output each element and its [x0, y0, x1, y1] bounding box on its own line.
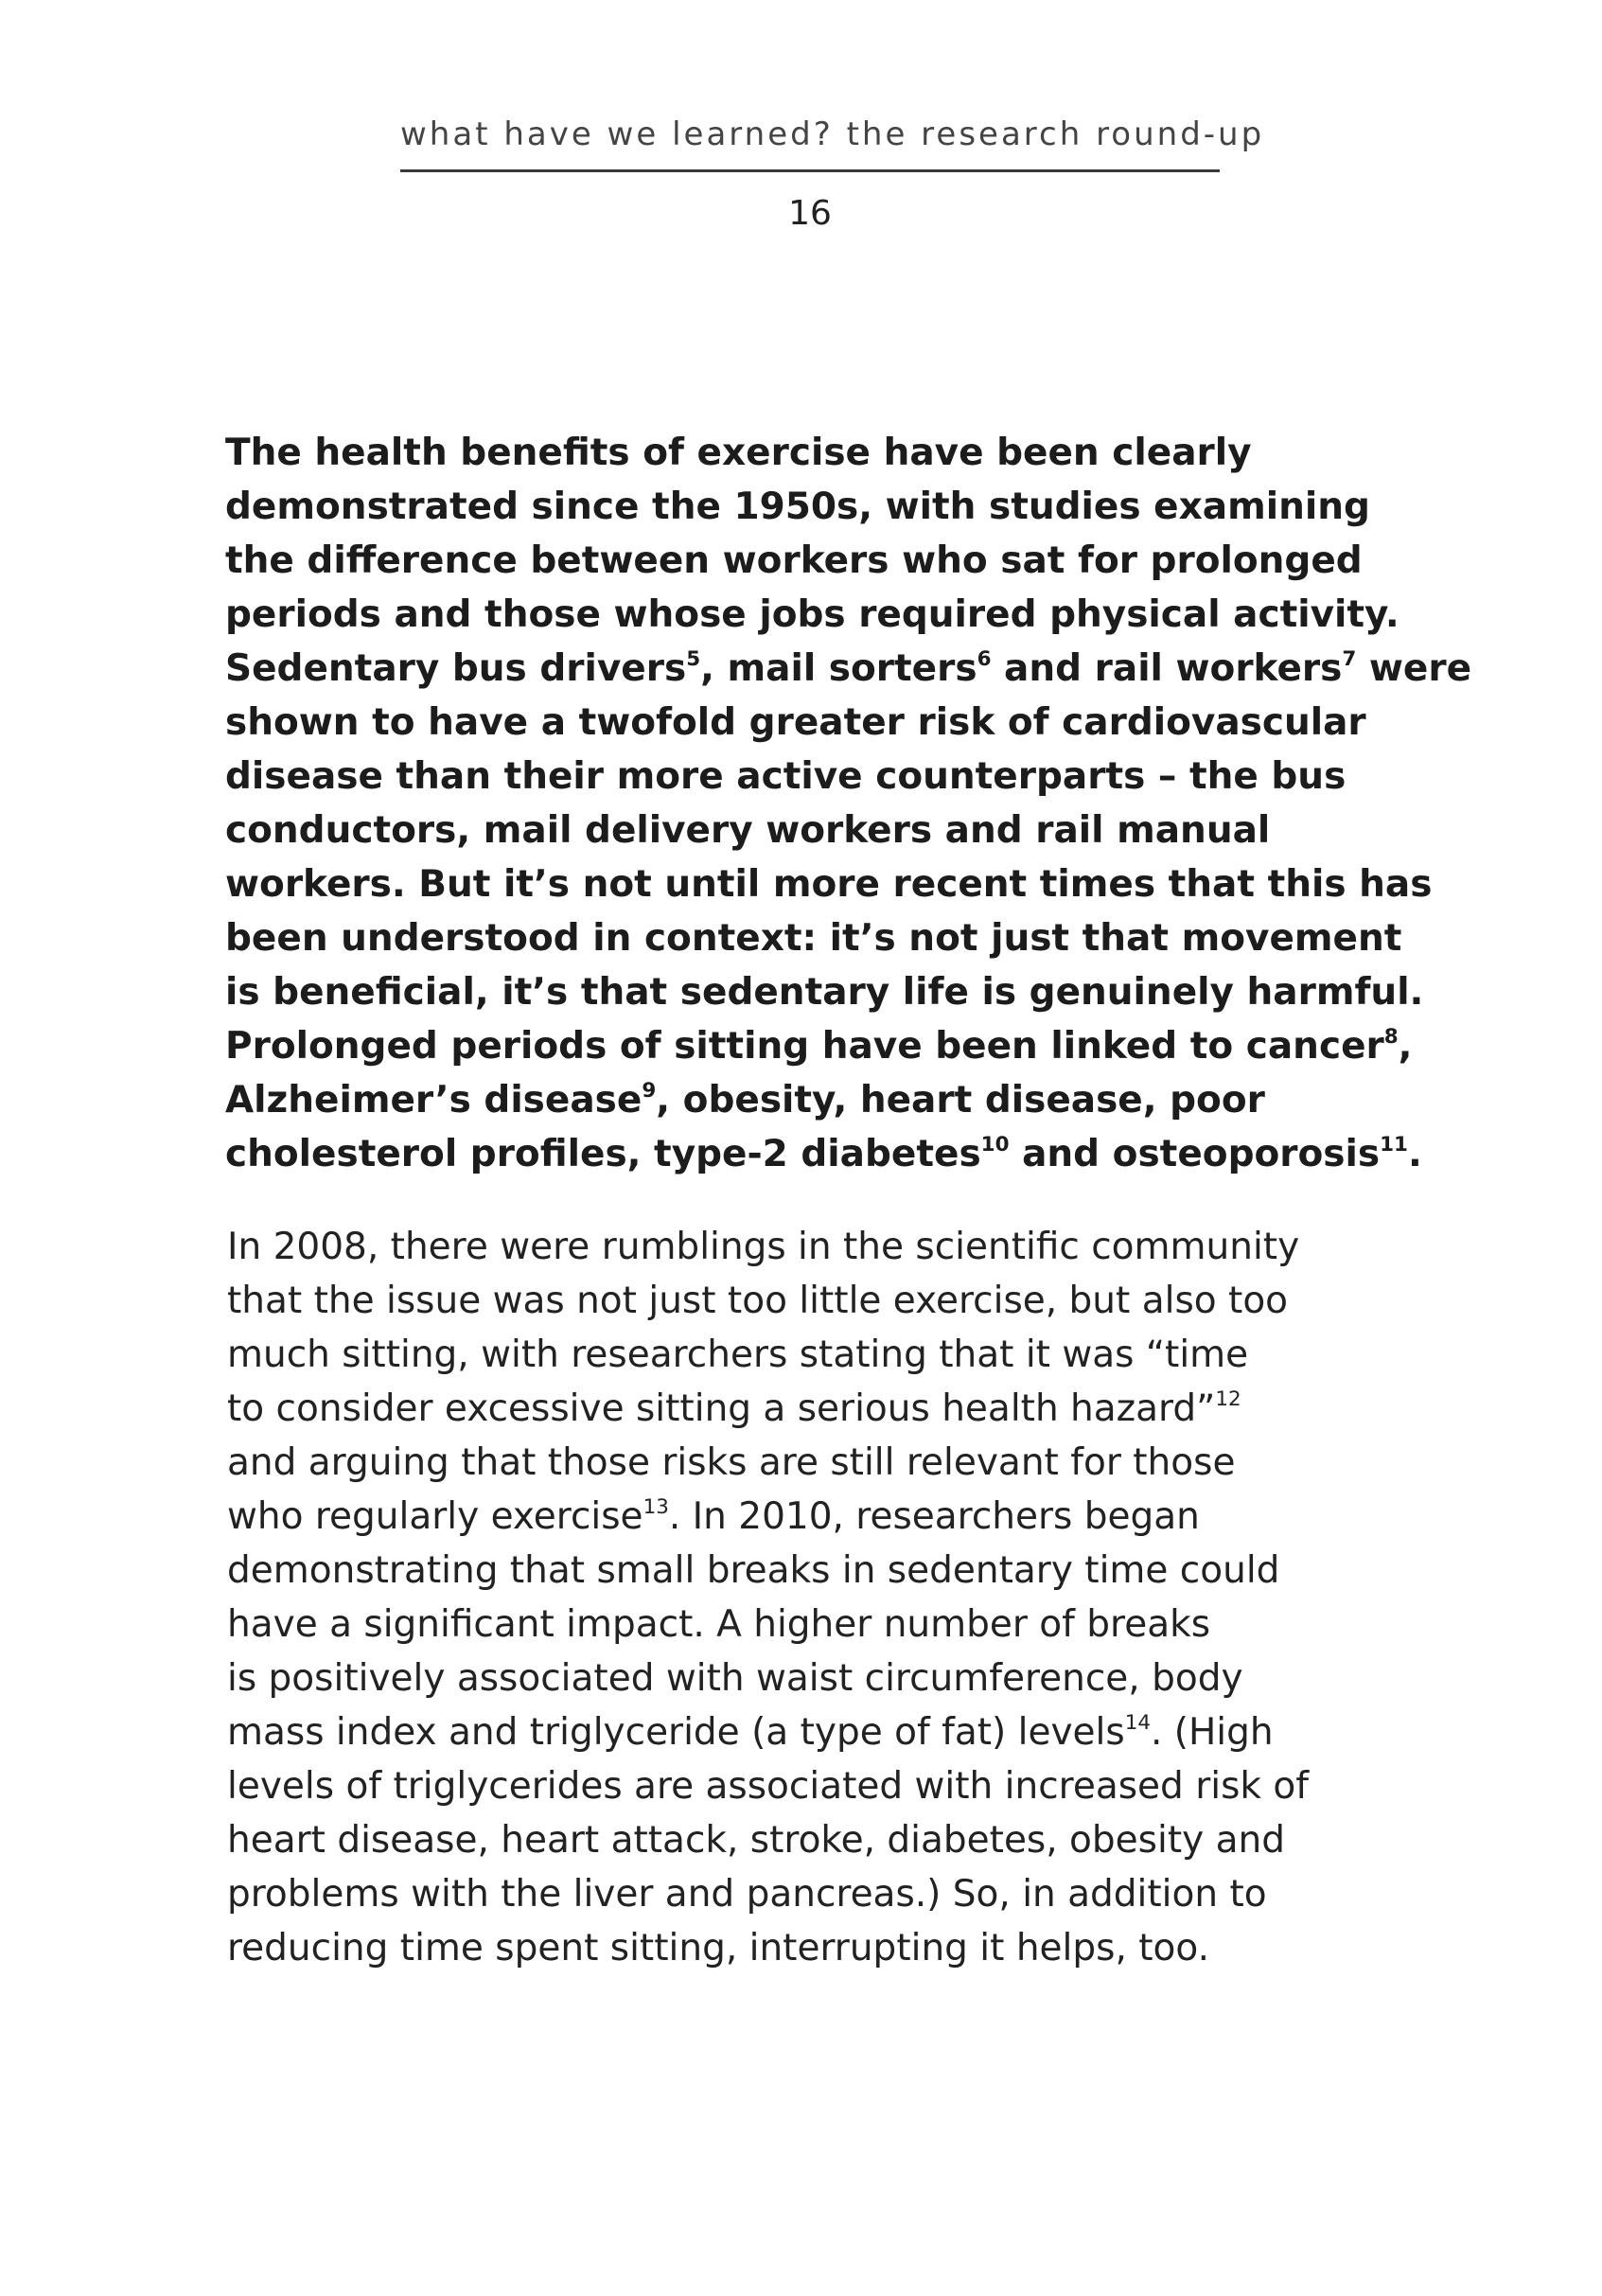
text-run: . (High: [1150, 1711, 1274, 1754]
text-run: The health benefits of exercise have been clearly: [225, 432, 1252, 474]
body-paragraph: [227, 1220, 1419, 1975]
text-run: mass index and triglyceride (a type of fat) levels: [227, 1711, 1125, 1754]
text-run: and osteoporosis: [1009, 1133, 1381, 1175]
text-run: been understood in context: it’s not just that movement: [225, 917, 1402, 960]
text-run: , mail sorters: [700, 647, 977, 690]
reference-superscript: 5: [686, 646, 701, 671]
text-line: [225, 1073, 1417, 1127]
text-run: demonstrated since the 1950s, with studies examining: [225, 486, 1370, 528]
text-line: [227, 1382, 1419, 1436]
text-run: shown to have a twofold greater risk of cardiovascular: [225, 701, 1366, 744]
text-run: heart disease, heart attack, stroke, diabetes, obesity and: [227, 1819, 1285, 1862]
text-line: [227, 1813, 1419, 1867]
text-run: cholesterol profiles, type-2 diabetes: [225, 1133, 981, 1175]
text-run: who regularly exercise: [227, 1495, 643, 1538]
text-line: [225, 642, 1472, 696]
text-run: the difference between workers who sat for prolonged: [225, 539, 1363, 582]
text-run: much sitting, with researchers stating that it was “time: [227, 1333, 1249, 1376]
text-run: .: [1407, 1133, 1422, 1175]
text-line: [225, 426, 1417, 480]
text-run: Prolonged periods of sitting have been linked to cancer: [225, 1025, 1384, 1068]
text-line: [227, 1490, 1419, 1544]
page-header: [400, 115, 1265, 233]
text-run: . In 2010, researchers began: [668, 1495, 1200, 1538]
reference-superscript: 13: [643, 1494, 669, 1519]
reference-superscript: 11: [1380, 1132, 1408, 1157]
text-line: [225, 1019, 1417, 1073]
text-run: is beneficial, it’s that sedentary life is genuinely harmful.: [225, 971, 1424, 1014]
text-run: have a significant impact. A higher number of breaks: [227, 1603, 1211, 1646]
text-run: and rail workers: [991, 647, 1343, 690]
text-line: [227, 1759, 1419, 1813]
text-run: were: [1356, 647, 1472, 690]
text-run: Alzheimer’s disease: [225, 1079, 643, 1122]
text-run: conductors, mail delivery workers and rail manual: [225, 809, 1271, 852]
text-run: levels of triglycerides are associated with increased risk of: [227, 1765, 1309, 1808]
text-run: , obesity, heart disease, poor: [656, 1079, 1265, 1122]
text-line: [227, 1544, 1419, 1598]
text-line: [225, 1127, 1422, 1181]
reference-superscript: 8: [1383, 1024, 1399, 1049]
text-line: [227, 1705, 1419, 1759]
text-line: [227, 1651, 1419, 1705]
text-line: [225, 696, 1417, 750]
header-rule: [400, 169, 1220, 172]
text-run: reducing time spent sitting, interrupting it helps, too.: [227, 1927, 1209, 1969]
text-line: [225, 857, 1433, 911]
running-head: what have we learned? the research round-up: [400, 115, 1265, 153]
text-line: [227, 1274, 1419, 1328]
text-line: [225, 965, 1424, 1019]
text-line: [225, 804, 1417, 857]
reference-superscript: 14: [1124, 1710, 1151, 1735]
text-run: periods and those whose jobs required physical activity.: [225, 593, 1400, 636]
text-line: [227, 1220, 1419, 1274]
text-run: that the issue was not just too little exercise, but also too: [227, 1280, 1289, 1322]
text-line: [227, 1328, 1419, 1382]
text-line: [227, 1436, 1419, 1490]
text-run: disease than their more active counterparts – the bus: [225, 755, 1347, 798]
text-run: In 2008, there were rumblings in the scientific community: [227, 1226, 1300, 1268]
text-line: [225, 911, 1417, 965]
text-run: ,: [1398, 1025, 1413, 1068]
reference-superscript: 6: [977, 646, 992, 671]
text-run: Sedentary bus drivers: [225, 647, 687, 690]
text-run: workers. But it’s not until more recent times that this has: [225, 863, 1433, 906]
text-line: [225, 480, 1417, 534]
text-line: [225, 750, 1417, 804]
text-line: [227, 1867, 1419, 1921]
reference-superscript: 10: [980, 1132, 1010, 1157]
text-run: is positively associated with waist circumference, body: [227, 1657, 1243, 1700]
page-number: 16: [788, 193, 832, 233]
text-line: [225, 588, 1417, 642]
text-line: [227, 1921, 1419, 1975]
reference-superscript: 7: [1342, 646, 1357, 671]
text-run: demonstrating that small breaks in sedentary time could: [227, 1549, 1280, 1592]
text-run: to consider excessive sitting a serious health hazard”: [227, 1387, 1216, 1430]
text-line: [227, 1598, 1419, 1651]
lead-paragraph: [225, 426, 1472, 1181]
reference-superscript: 9: [642, 1078, 657, 1103]
reference-superscript: 12: [1215, 1386, 1241, 1411]
text-line: [225, 534, 1417, 588]
text-run: and arguing that those risks are still relevant for those: [227, 1441, 1236, 1484]
text-run: problems with the liver and pancreas.) So, in addition to: [227, 1873, 1267, 1916]
